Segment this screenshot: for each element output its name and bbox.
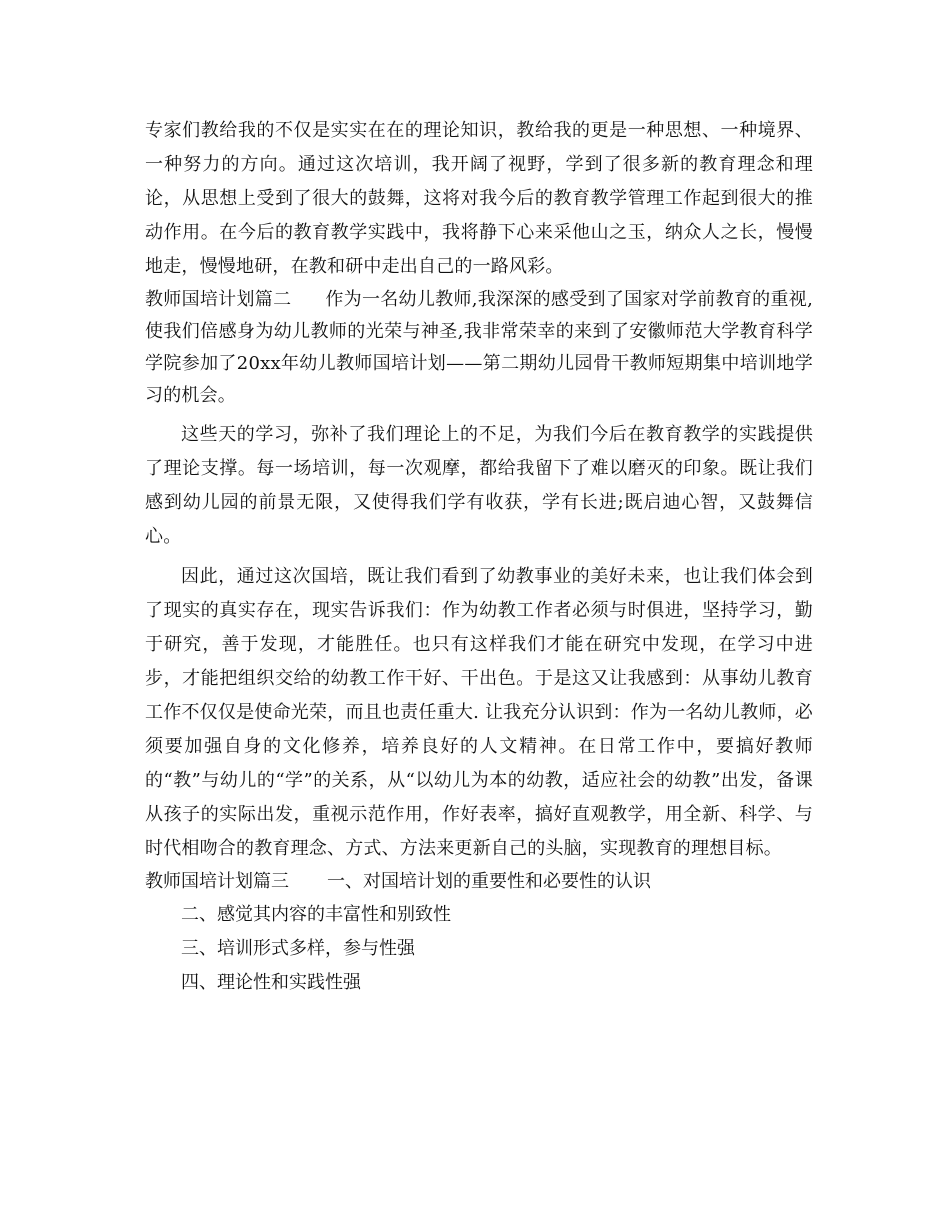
document-page bbox=[145, 114, 813, 1000]
section-3-heading: 教师国培计划篇三 bbox=[145, 871, 289, 892]
section-3-item-2: 二、感觉其内容的丰富性和别致性 bbox=[181, 904, 451, 925]
paragraph-4: 因此，通过这次国培，既让我们看到了幼教事业的美好未来，也让我们体会到了现实的真实存在，现实告诉我们：作为幼教工作者必须与时俱进，坚持学习，勤于研究，善于发现，才能胜任。也只有这样我们才能在研究中发现，在学习中进步，才能把组织交给的幼教工作干好、干出色。于是这又让我感到：从事幼儿教育工作不仅仅是使命光荣，而且也责任重大. 让我充分认识到：作为一名幼儿教师，必须要加强自身的文化修养，培养良好的人文精神。在日常工作中，要搞好教师的“教”与幼儿的“学”的关系，从“以幼儿为本的幼教，适应社会的幼教”出发，备课从孩子的实际出发，重视示范作用，作好表率，搞好直观教学，用全新、科学、与时代相吻合的教育理念、方式、方法来更新自己的头脑，实现教育的理想目标。 bbox=[145, 566, 813, 859]
section-2-intro: 作为一名幼儿教师,我深深的感受到了国家对学前教育的重视,使我们倍感身为幼儿教师的光荣与神圣,我非常荣幸的来到了安徽师范大学教育科学学院参加了20xx年幼儿教师国培计划——第二期幼儿园骨干教师短期集中培训地学习的机会。 bbox=[145, 289, 813, 406]
section-3-item-1: 一、对国培计划的重要性和必要性的认识 bbox=[327, 871, 651, 892]
section-3-item-4: 四、理论性和实践性强 bbox=[181, 972, 361, 993]
section-2-heading: 教师国培计划篇二 bbox=[145, 289, 292, 310]
paragraph-1: 专家们教给我的不仅是实实在在的理论知识，教给我的更是一种思想、一种境界、一种努力的方向。通过这次培训，我开阔了视野，学到了很多新的教育理念和理论，从思想上受到了很大的鼓舞，这将对我今后的教育教学管理工作起到很大的推动作用。在今后的教育教学实践中，我将静下心来采他山之玉，纳众人之长，慢慢地走，慢慢地研，在教和研中走出自己的一路风彩。 bbox=[145, 120, 813, 277]
section-3-heading-line bbox=[145, 866, 813, 898]
section-3-item-3: 三、培训形式多样，参与性强 bbox=[181, 938, 415, 959]
paragraph-3: 这些天的学习，弥补了我们理论上的不足，为我们今后在教育教学的实践提供了理论支撑。每一场培训，每一次观摩，都给我留下了难以磨灭的印象。既让我们感到幼儿园的前景无限，又使得我们学有收获，学有长进;既启迪心智，又鼓舞信心。 bbox=[145, 424, 813, 547]
section-2-block bbox=[145, 284, 813, 412]
